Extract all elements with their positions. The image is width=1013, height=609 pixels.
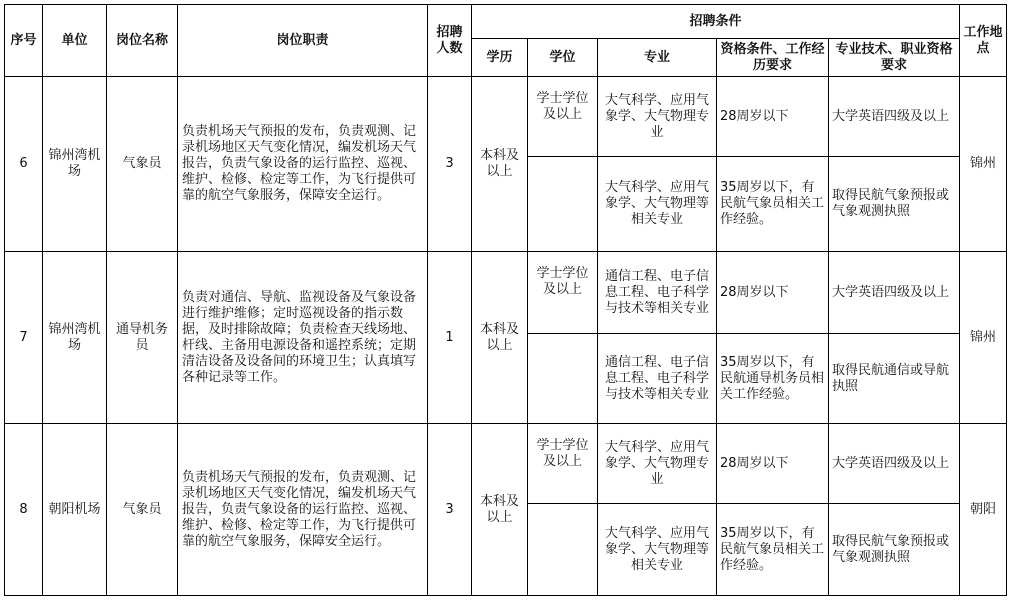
cell-unit: 朝阳机场: [43, 424, 107, 596]
header-skill: 专业技术、职业资格要求: [829, 39, 960, 77]
cell-skill: 取得民航气象预报或气象观测执照: [829, 157, 960, 252]
cell-major: 大气科学、应用气象学、大气物理专业: [598, 77, 717, 157]
cell-location: 朝阳: [960, 424, 1007, 596]
table-row: [5, 77, 1007, 157]
cell-count: 3: [428, 424, 472, 596]
cell-skill: 取得民航通信或导航执照: [829, 334, 960, 424]
cell-skill: 取得民航气象预报或气象观测执照: [829, 504, 960, 596]
cell-edu: 本科及以上: [472, 424, 528, 596]
cell-seq: 8: [5, 424, 43, 596]
cell-post: 通导机务员: [107, 252, 178, 424]
cell-location: 锦州: [960, 77, 1007, 252]
recruitment-table: [4, 4, 1007, 596]
cell-major: 大气科学、应用气象学、大气物理等相关专业: [598, 157, 717, 252]
cell-qual: 35周岁以下，有民航通导机务员相关工作经验。: [717, 334, 829, 424]
cell-skill: 大学英语四级及以上: [829, 77, 960, 157]
cell-degree: 学士学位及以上: [528, 252, 598, 334]
cell-unit: 锦州湾机场: [43, 252, 107, 424]
header-major: 专业: [598, 39, 717, 77]
cell-qual: 35周岁以下，有民航气象员相关工作经验。: [717, 157, 829, 252]
header-unit: 单位: [43, 5, 107, 77]
cell-qual: 28周岁以下: [717, 424, 829, 504]
cell-major: 通信工程、电子信息工程、电子科学与技术等相关专业: [598, 252, 717, 334]
header-duty: 岗位职责: [178, 5, 428, 77]
cell-count: 1: [428, 252, 472, 424]
cell-edu: 本科及以上: [472, 77, 528, 252]
header-degree: 学位: [528, 39, 598, 77]
cell-qual: 35周岁以下，有民航气象员相关工作经验。: [717, 504, 829, 596]
cell-degree: [528, 334, 598, 424]
cell-skill: 大学英语四级及以上: [829, 252, 960, 334]
header-seq: 序号: [5, 5, 43, 77]
cell-major: 大气科学、应用气象学、大气物理等相关专业: [598, 504, 717, 596]
cell-duty: 负责对通信、导航、监视设备及气象设备进行维护维修；定时巡视设备的指示数据，及时排除故障；负责检查天线场地、杆线、主备用电源设备和遥控系统；定期清洁设备及设备间的环境卫生；认真填写各种记录等工作。: [178, 252, 428, 424]
header-count: 招聘人数: [428, 5, 472, 77]
cell-duty: 负责机场天气预报的发布，负责观测、记录机场地区天气变化情况，编发机场天气报告，负责气象设备的运行监控、巡视、维护、检修、检定等工作，为飞行提供可靠的航空气象服务，保障安全运行。: [178, 77, 428, 252]
cell-qual: 28周岁以下: [717, 252, 829, 334]
cell-major: 大气科学、应用气象学、大气物理专业: [598, 424, 717, 504]
cell-skill: 大学英语四级及以上: [829, 424, 960, 504]
cell-count: 3: [428, 77, 472, 252]
cell-degree: 学士学位及以上: [528, 77, 598, 157]
cell-degree: 学士学位及以上: [528, 424, 598, 504]
header-location: 工作地点: [960, 5, 1007, 77]
cell-post: 气象员: [107, 77, 178, 252]
table-row: [5, 252, 1007, 334]
cell-edu: 本科及以上: [472, 252, 528, 424]
header-qual: 资格条件、工作经历要求: [717, 39, 829, 77]
header-post: 岗位名称: [107, 5, 178, 77]
cell-degree: [528, 504, 598, 596]
cell-seq: 7: [5, 252, 43, 424]
cell-duty: 负责机场天气预报的发布，负责观测、记录机场地区天气变化情况，编发机场天气报告，负责气象设备的运行监控、巡视、维护、检修、检定等工作，为飞行提供可靠的航空气象服务，保障安全运行。: [178, 424, 428, 596]
header-edu: 学历: [472, 39, 528, 77]
cell-location: 锦州: [960, 252, 1007, 424]
cell-seq: 6: [5, 77, 43, 252]
header-conditions: 招聘条件: [472, 5, 960, 39]
header-row-1: [5, 5, 1007, 39]
table-row: [5, 424, 1007, 504]
cell-degree: [528, 157, 598, 252]
cell-qual: 28周岁以下: [717, 77, 829, 157]
recruitment-table-container: [4, 4, 1007, 596]
cell-major: 通信工程、电子信息工程、电子科学与技术等相关专业: [598, 334, 717, 424]
cell-unit: 锦州湾机场: [43, 77, 107, 252]
cell-post: 气象员: [107, 424, 178, 596]
